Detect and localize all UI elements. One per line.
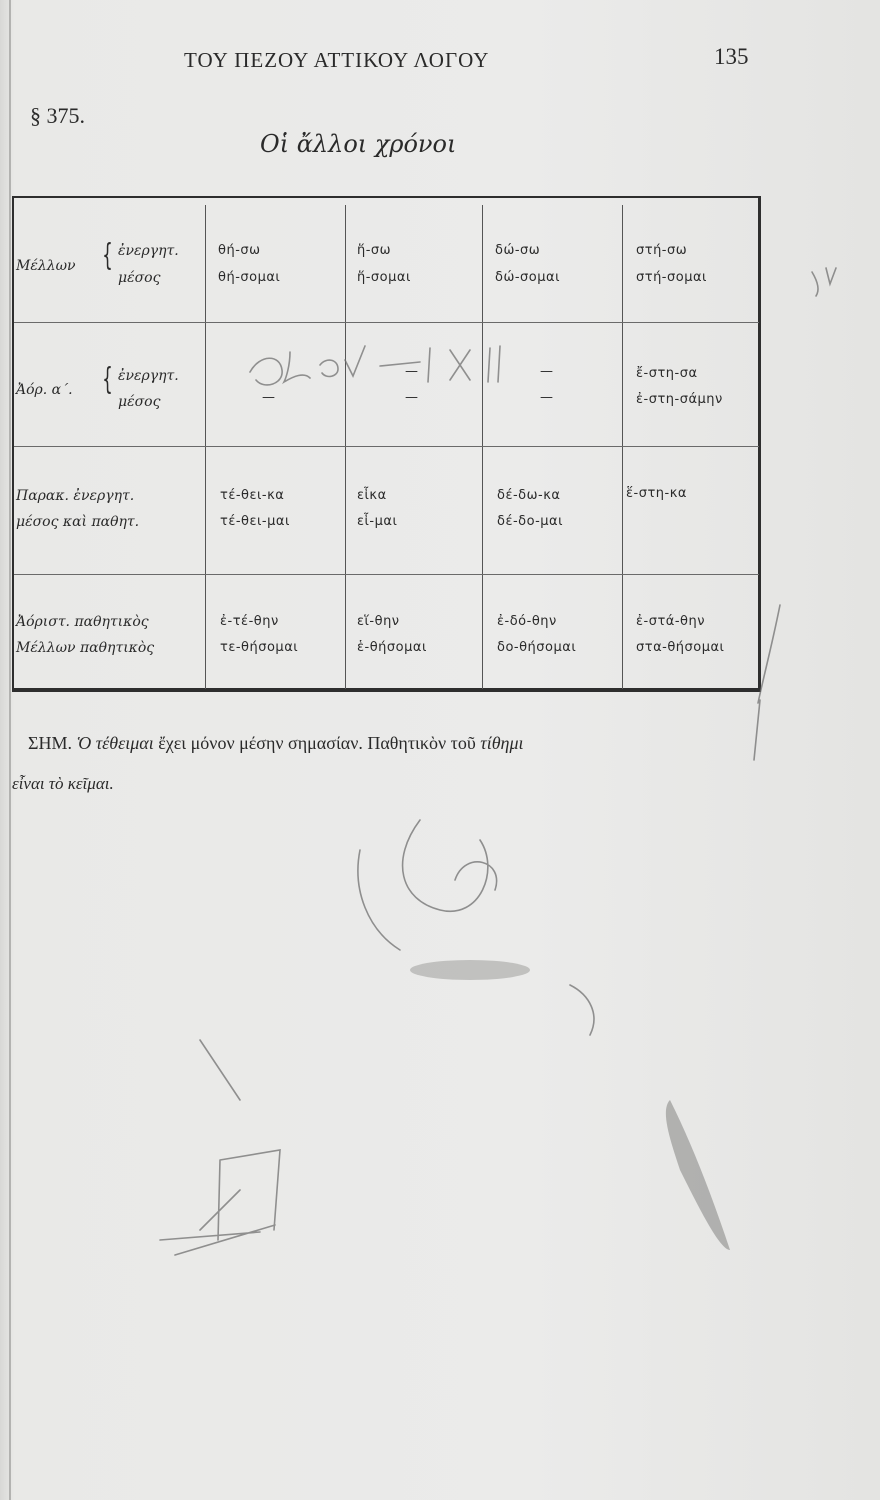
table-cell: δέ-δο-μαι (497, 514, 564, 529)
note-prefix: ΣΗΜ. (28, 733, 72, 753)
row-label: μέσος καὶ παθητ. (16, 514, 140, 530)
row-label: Ἀόρ. α΄. (16, 382, 73, 398)
table-cell: δέ-δω-κα (497, 488, 561, 503)
table-cell: ἔ-στη-σα (636, 366, 698, 381)
row-label: Παρακ. ἐνεργητ. (16, 488, 135, 504)
note-italic: τίθημι (475, 733, 524, 753)
note-text: ἔχει μόνον μέσην σημασίαν. Παθητικὸν τοῦ (153, 733, 476, 753)
section-subtitle: Οἱ ἄλλοι χρόνοι (260, 130, 457, 158)
note-italic: Ὁ τέθειμαι (76, 733, 154, 753)
brace-icon: { (102, 238, 113, 273)
table-cell: εἵ-θην (357, 614, 400, 629)
table-cell: εἷ-μαι (357, 514, 398, 529)
row-label: Μέλλων (16, 258, 76, 274)
row-sublabel: ἐνεργητ. (118, 368, 179, 384)
table-cell: εἷκα (357, 488, 387, 503)
running-head: ΤΟΥ ΠΕΖΟΥ ΑΤΤΙΚΟΥ ΛΟΓΟΥ (184, 48, 490, 72)
row-sublabel: ἐνεργητ. (118, 243, 179, 259)
row-label: Μέλλων παθητικὸς (16, 640, 155, 656)
section-number: § 375. (30, 103, 85, 128)
table-cell: τε-θήσομαι (220, 640, 299, 655)
table-cell: δώ-σω (495, 243, 541, 258)
footnote-line2: εἶναι τὸ κεῖμαι. (12, 774, 114, 793)
table-cell: ἑ-θήσομαι (357, 640, 427, 655)
table-cell: δώ-σομαι (495, 270, 560, 285)
table-cell: ἥ-σομαι (357, 270, 411, 285)
table-cell: — (405, 390, 419, 405)
table-cell: — (540, 364, 554, 379)
table-cell: — (540, 390, 554, 405)
table-cell: ἕ-στη-κα (626, 486, 687, 501)
table-cell: — (405, 364, 419, 379)
table-cell: ἐ-τέ-θην (220, 614, 279, 629)
row-sublabel: μέσος (118, 270, 161, 286)
table-cell: ἐ-στη-σάμην (636, 392, 723, 407)
table-cell: στα-θήσομαι (636, 640, 725, 655)
table-cell: στή-σω (636, 243, 688, 258)
table-cell: στή-σομαι (636, 270, 707, 285)
table-cell: ἐ-στά-θην (636, 614, 705, 629)
table-cell: ἥ-σω (357, 243, 392, 258)
brace-icon: { (102, 362, 113, 397)
table-cell: ἐ-δό-θην (497, 614, 557, 629)
table-cell: τέ-θει-κα (220, 488, 285, 503)
table-cell: τέ-θει-μαι (220, 514, 290, 529)
table-cell: θή-σομαι (218, 270, 281, 285)
table-cell: δο-θήσομαι (497, 640, 577, 655)
table-cell: θή-σω (218, 243, 261, 258)
row-label: Ἀόριστ. παθητικὸς (16, 614, 149, 630)
row-sublabel: μέσος (118, 394, 161, 410)
table-cell: — (262, 390, 276, 405)
page-number: 135 (714, 44, 749, 69)
